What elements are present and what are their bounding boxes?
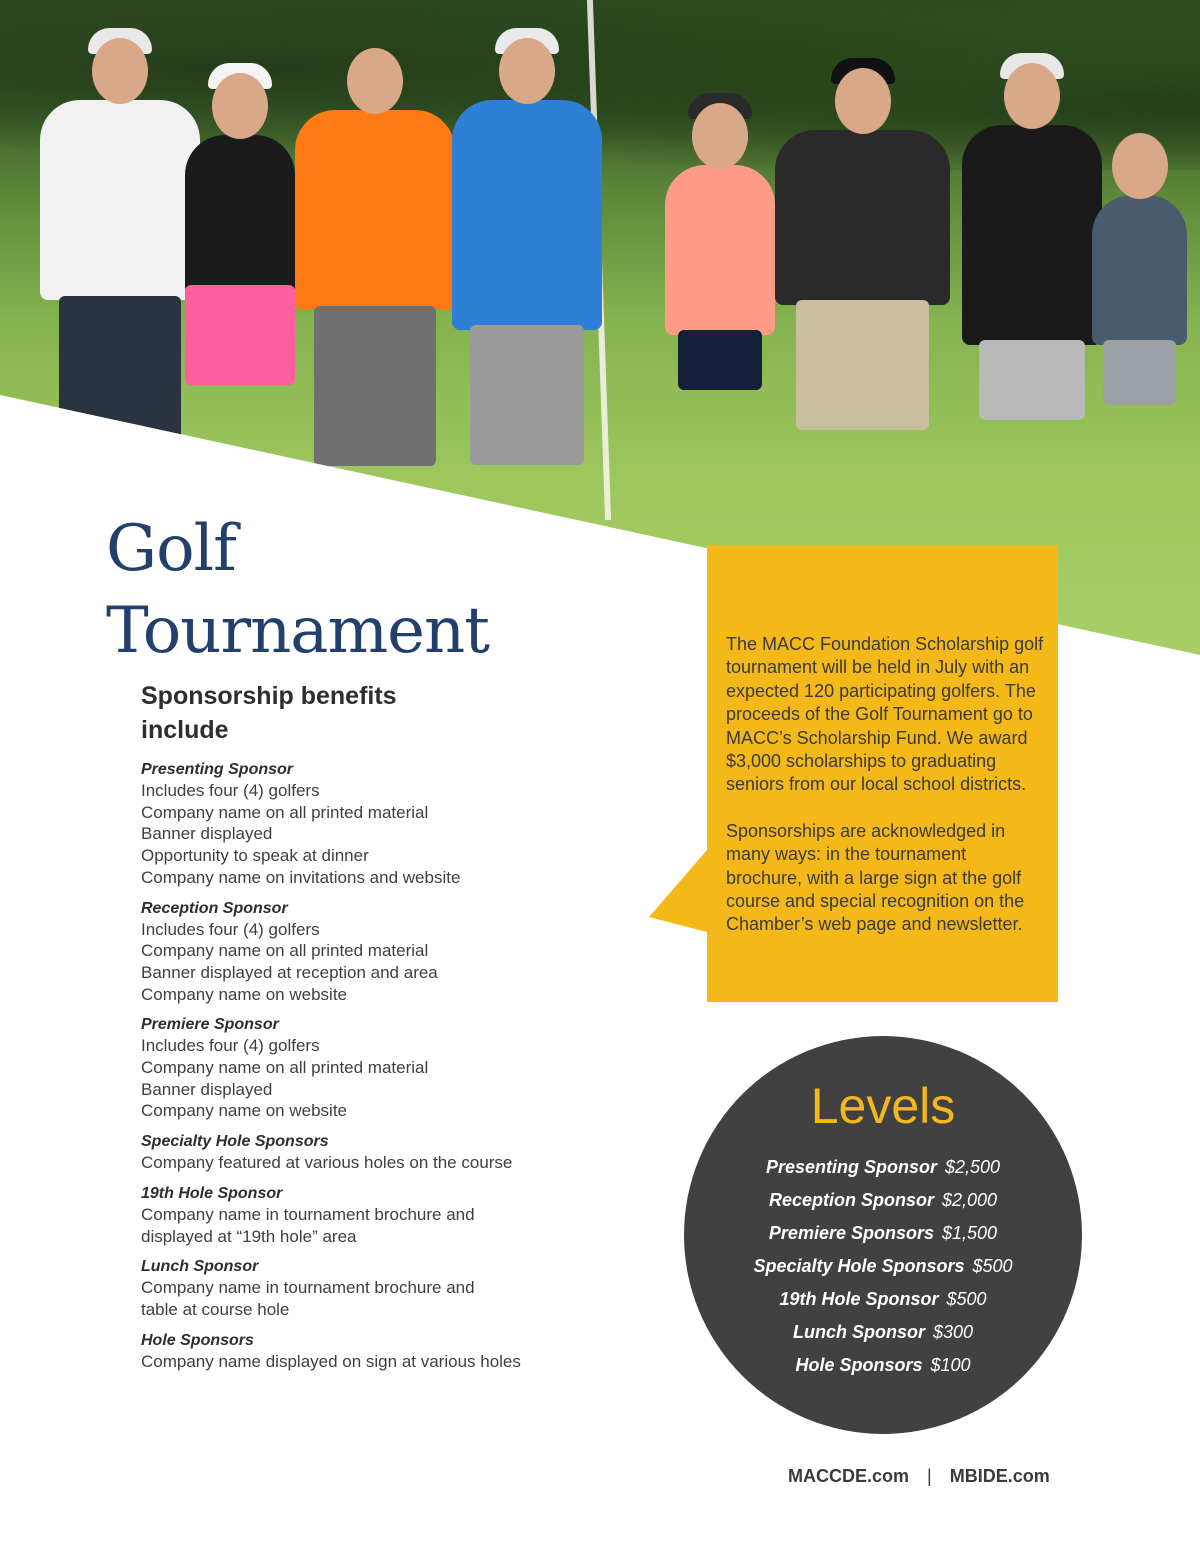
benefit-tier	[141, 898, 561, 1006]
level-name: Reception Sponsor	[768, 1190, 934, 1210]
benefit-tier-name: Presenting Sponsor	[141, 761, 294, 778]
level-price: $500	[972, 1256, 1013, 1276]
benefit-item: Opportunity to speak at dinner	[141, 846, 369, 866]
footer-separator: |	[927, 1466, 932, 1486]
title-line-1: Golf	[106, 512, 236, 586]
footer-links	[788, 1464, 1068, 1488]
benefit-tier-name: Premiere Sponsor	[141, 1016, 279, 1034]
level-row	[684, 1151, 1082, 1184]
info-text	[726, 633, 1046, 960]
benefit-tier-name: Specialty Hole Sponsors	[141, 1133, 329, 1151]
golfer-figure	[452, 100, 602, 330]
benefit-item: Company name on invitations and website	[141, 867, 461, 887]
info-paragraph: Sponsorships are acknowledged in many ways: in the tournament brochure, with a large sign at the golf course and special recognition on the Chamber’s web page and newsletter.	[726, 820, 1025, 935]
levels-title: Levels	[810, 1078, 956, 1134]
level-price: $500	[946, 1289, 987, 1309]
title-line-2: Tournament	[106, 594, 489, 668]
golfer-figure	[962, 125, 1102, 345]
benefit-tier	[141, 1131, 561, 1174]
page-title	[106, 508, 489, 672]
benefit-item: Banner displayed	[141, 824, 273, 844]
golfer-figure	[665, 165, 775, 335]
benefit-item: Company name on all printed material	[141, 802, 429, 822]
golfer-figure	[185, 135, 295, 295]
benefit-item: displayed at “19th hole” area	[141, 1226, 357, 1246]
levels-list	[684, 1151, 1082, 1382]
level-name: Hole Sponsors	[795, 1355, 923, 1375]
level-row	[684, 1250, 1082, 1283]
benefit-tier	[141, 1330, 561, 1373]
benefit-item: table at course hole	[141, 1299, 290, 1319]
benefit-item: Includes four (4) golfers	[141, 919, 320, 939]
benefit-tier	[141, 759, 561, 889]
benefit-tier	[141, 1256, 561, 1320]
benefit-tier-name: Reception Sponsor	[141, 899, 288, 917]
level-name: Specialty Hole Sponsors	[753, 1256, 965, 1276]
level-price: $100	[930, 1355, 971, 1375]
benefit-tier-name: 19th Hole Sponsor	[141, 1184, 283, 1202]
level-row	[684, 1316, 1082, 1349]
level-row	[684, 1283, 1082, 1316]
level-name: Lunch Sponsor	[792, 1322, 925, 1342]
benefit-item: Company name in tournament brochure and	[141, 1204, 475, 1224]
benefit-tier	[141, 1183, 561, 1247]
benefit-item: Includes four (4) golfers	[141, 1036, 320, 1056]
benefit-item: Banner displayed	[141, 1079, 273, 1099]
level-row	[684, 1184, 1082, 1217]
benefit-item: Company name on all printed material	[141, 1058, 429, 1078]
benefit-item: Banner displayed at reception and area	[141, 962, 438, 982]
level-price: $300	[932, 1322, 974, 1342]
benefit-item: Includes four (4) golfers	[141, 781, 320, 800]
level-price: $2,500	[944, 1157, 1001, 1177]
golfer-figure	[775, 130, 950, 305]
golfer-figure	[1092, 195, 1187, 345]
level-row	[684, 1349, 1082, 1382]
benefit-tier	[141, 1014, 561, 1122]
level-row	[684, 1217, 1082, 1250]
level-name: Premiere Sponsors	[768, 1223, 934, 1243]
level-price: $1,500	[942, 1223, 998, 1243]
golfer-figure	[40, 100, 200, 300]
benefit-item: Company name on website	[141, 984, 348, 1004]
benefit-tier-name: Lunch Sponsor	[141, 1258, 259, 1276]
benefit-item: Company name displayed on sign at various holes	[141, 1351, 521, 1371]
benefit-tier-name: Hole Sponsors	[141, 1331, 254, 1349]
sponsorship-benefits	[141, 679, 561, 1381]
golfer-figure	[295, 110, 455, 310]
footer-site-maccde[interactable]: MACCDE.com	[788, 1466, 910, 1486]
benefit-item: Company name in tournament brochure and	[141, 1278, 475, 1298]
level-name: Presenting Sponsor	[765, 1157, 937, 1177]
info-paragraph: The MACC Foundation Scholarship golf tournament will be held in July with an expected 120 participating golfers. The proceeds of the Golf Tournament go to MACC’s Scholarship Fund. We award $3,000 scholarships to graduating seniors from our local school districts.	[726, 634, 1044, 795]
benefit-item: Company name on website	[141, 1101, 348, 1121]
benefits-heading: Sponsorship benefits include	[141, 682, 397, 744]
level-price: $2,000	[941, 1190, 998, 1210]
level-name: 19th Hole Sponsor	[779, 1289, 939, 1309]
benefit-item: Company name on all printed material	[141, 941, 429, 961]
benefit-tier-list	[141, 759, 561, 1372]
footer-site-mbide[interactable]: MBIDE.com	[949, 1466, 1050, 1486]
benefit-item: Company featured at various holes on the course	[141, 1153, 513, 1173]
